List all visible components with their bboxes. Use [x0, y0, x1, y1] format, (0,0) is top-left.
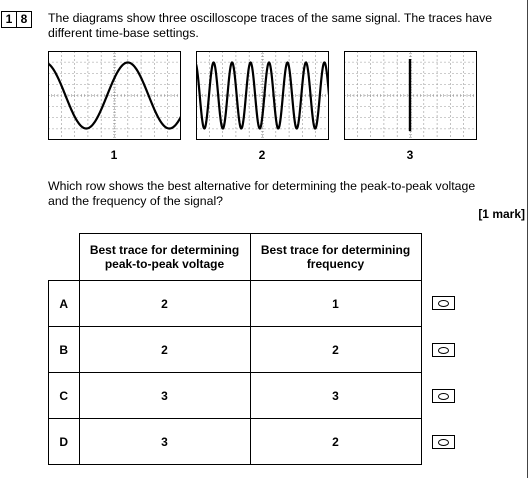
page-margin-line: [527, 0, 528, 478]
table-header-row: [49, 234, 422, 281]
answer-bubble-a[interactable]: [432, 296, 455, 310]
marks-label: [1 mark]: [478, 207, 525, 221]
trace-label-3: 3: [406, 148, 414, 162]
oscilloscope-trace-3: [344, 51, 477, 140]
frequency-trace-cell: 2: [250, 419, 421, 465]
answer-table: [48, 233, 422, 465]
bubble-oval-icon: [438, 439, 449, 446]
question-intro: The diagrams show three oscilloscope traces of the same signal. The traces have different time-base settings.: [48, 11, 493, 40]
answer-bubble-c[interactable]: [432, 389, 455, 403]
table-header-voltage: Best trace for determining peak-to-peak voltage: [79, 234, 250, 281]
option-letter: D: [49, 419, 80, 465]
question-number-digit: 1: [1, 11, 17, 28]
table-row: [49, 327, 422, 373]
option-letter: A: [49, 281, 80, 327]
table-row: [49, 373, 422, 419]
bubble-oval-icon: [438, 393, 449, 400]
table-row: [49, 419, 422, 465]
oscilloscope-trace-2: [196, 51, 329, 140]
question-number-digit: 8: [16, 11, 32, 28]
option-letter: C: [49, 373, 80, 419]
table-row: [49, 281, 422, 327]
bubble-oval-icon: [438, 347, 449, 354]
table-header-frequency: Best trace for determining frequency: [250, 234, 421, 281]
trace-label-2: 2: [258, 148, 266, 162]
frequency-trace-cell: 2: [250, 327, 421, 373]
question-prompt: Which row shows the best alternative for determining the peak-to-peak voltage and the frequency of the signal?: [48, 179, 476, 208]
bubble-oval-icon: [438, 300, 449, 307]
trace-label-1: 1: [110, 148, 118, 162]
trace-grid: [196, 51, 329, 140]
voltage-trace-cell: 2: [79, 281, 250, 327]
table-header-corner: [49, 234, 80, 281]
frequency-trace-cell: 1: [250, 281, 421, 327]
oscilloscope-trace-1: [48, 51, 181, 140]
frequency-trace-cell: 3: [250, 373, 421, 419]
trace-grid: [48, 51, 181, 140]
voltage-trace-cell: 3: [79, 419, 250, 465]
question-number: [1, 11, 31, 28]
voltage-trace-cell: 3: [79, 373, 250, 419]
answer-bubble-d[interactable]: [432, 435, 455, 449]
voltage-trace-cell: 2: [79, 327, 250, 373]
option-letter: B: [49, 327, 80, 373]
answer-bubble-b[interactable]: [432, 343, 455, 357]
